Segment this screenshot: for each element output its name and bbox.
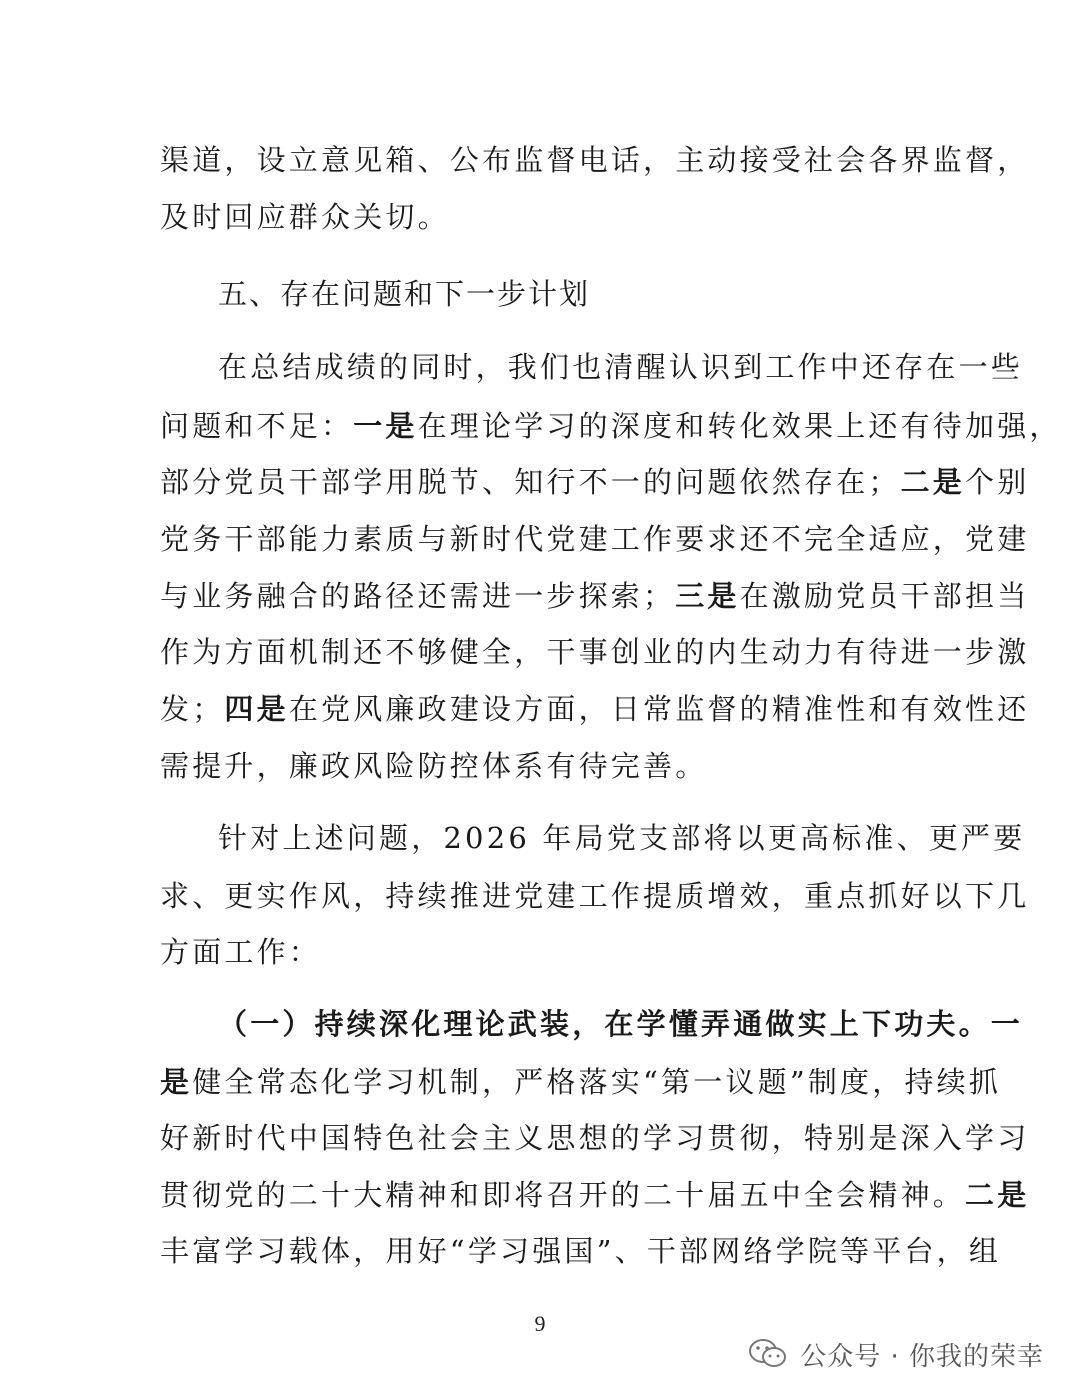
bold-text: 三是: [675, 579, 740, 613]
bold-text: 是: [160, 1065, 193, 1099]
text-segment: 个别: [965, 465, 1030, 499]
page-number: 9: [534, 1311, 546, 1336]
paragraph-line: [160, 1231, 1001, 1271]
paragraph-line: [160, 689, 1029, 729]
text-segment: 方面工作：: [160, 935, 322, 969]
text-segment: 渠道，设立意见箱、公布监督电话，主动接受社会各界监督，: [160, 143, 1030, 177]
wechat-icon: [748, 1338, 788, 1370]
text-segment: 部分党员干部学用脱节、知行不一的问题依然存在；: [160, 465, 901, 499]
paragraph-line: [160, 406, 1062, 446]
text-segment: 丰富学习载体，用好“学习强国”、干部网络学院等平台，组: [160, 1234, 1002, 1268]
paragraph-line: [218, 347, 1023, 387]
text-segment: 问题和不足：: [160, 409, 354, 443]
paragraph-line: [160, 876, 1029, 916]
text-segment: 求、更实作风，持续推进党建工作提质增效，重点抓好以下几: [160, 879, 1030, 913]
paragraph-line: [160, 197, 450, 237]
watermark-text: 公众号 · 你我的荣幸: [800, 1341, 1044, 1372]
paragraph-line: [160, 1062, 1001, 1102]
text-segment: 及时回应群众关切。: [160, 200, 450, 234]
bold-text: 二是: [965, 1178, 1030, 1212]
paragraph-line: [218, 818, 1025, 858]
text-segment: 党务干部能力素质与新时代党建工作要求还不完全适应，党建: [160, 522, 1030, 556]
text-segment: 需提升，廉政风险防控体系有待完善。: [160, 749, 708, 783]
paragraph-line: [160, 519, 1029, 559]
text-segment: 好新时代中国特色社会主义思想的学习贯彻，特别是深入学习: [160, 1121, 1030, 1155]
text-segment: 针对上述问题，2026 年局党支部将以更高标准、更严要: [218, 821, 1026, 855]
text-segment: 贯彻党的二十大精神和即将召开的二十届五中全会精神。: [160, 1178, 966, 1212]
watermark: [748, 1332, 1044, 1376]
bold-text: 一是: [353, 409, 418, 443]
paragraph-line: [160, 576, 1029, 616]
text-segment: 在总结成绩的同时，我们也清醒认识到工作中还存在一些: [218, 350, 1024, 384]
section-heading: [218, 274, 590, 314]
text-segment: 在理论学习的深度和转化效果上还有待加强，: [417, 409, 1062, 443]
bold-text: 四是: [224, 692, 289, 726]
paragraph-line: [160, 1175, 1029, 1215]
paragraph-line: [160, 746, 707, 786]
text-segment: 作为方面机制还不够健全，干事创业的内生动力有待进一步激: [160, 635, 1030, 669]
paragraph-line: [160, 1118, 1029, 1158]
text-segment: 与业务融合的路径还需进一步探索；: [160, 579, 676, 613]
text-segment: 健全常态化学习机制，严格落实“第一议题”制度，持续抓: [192, 1065, 1002, 1099]
subsection-heading-line: [218, 1004, 1023, 1044]
bold-text: 二是: [900, 465, 966, 499]
text-segment: 五、存在问题和下一步计划: [218, 277, 591, 311]
paragraph-line: [160, 632, 1029, 672]
paragraph-line: [160, 462, 1029, 502]
paragraph-line: [160, 932, 321, 972]
bold-text: （一）持续深化理论武装，在学懂弄通做实上下功夫。一: [218, 1007, 1024, 1041]
text-segment: 在激励党员干部担当: [739, 579, 1030, 613]
text-segment: 发；: [160, 692, 225, 726]
text-segment: 在党风廉政建设方面，日常监督的精准性和有效性还: [288, 692, 1030, 726]
paragraph-line: [160, 140, 1029, 180]
